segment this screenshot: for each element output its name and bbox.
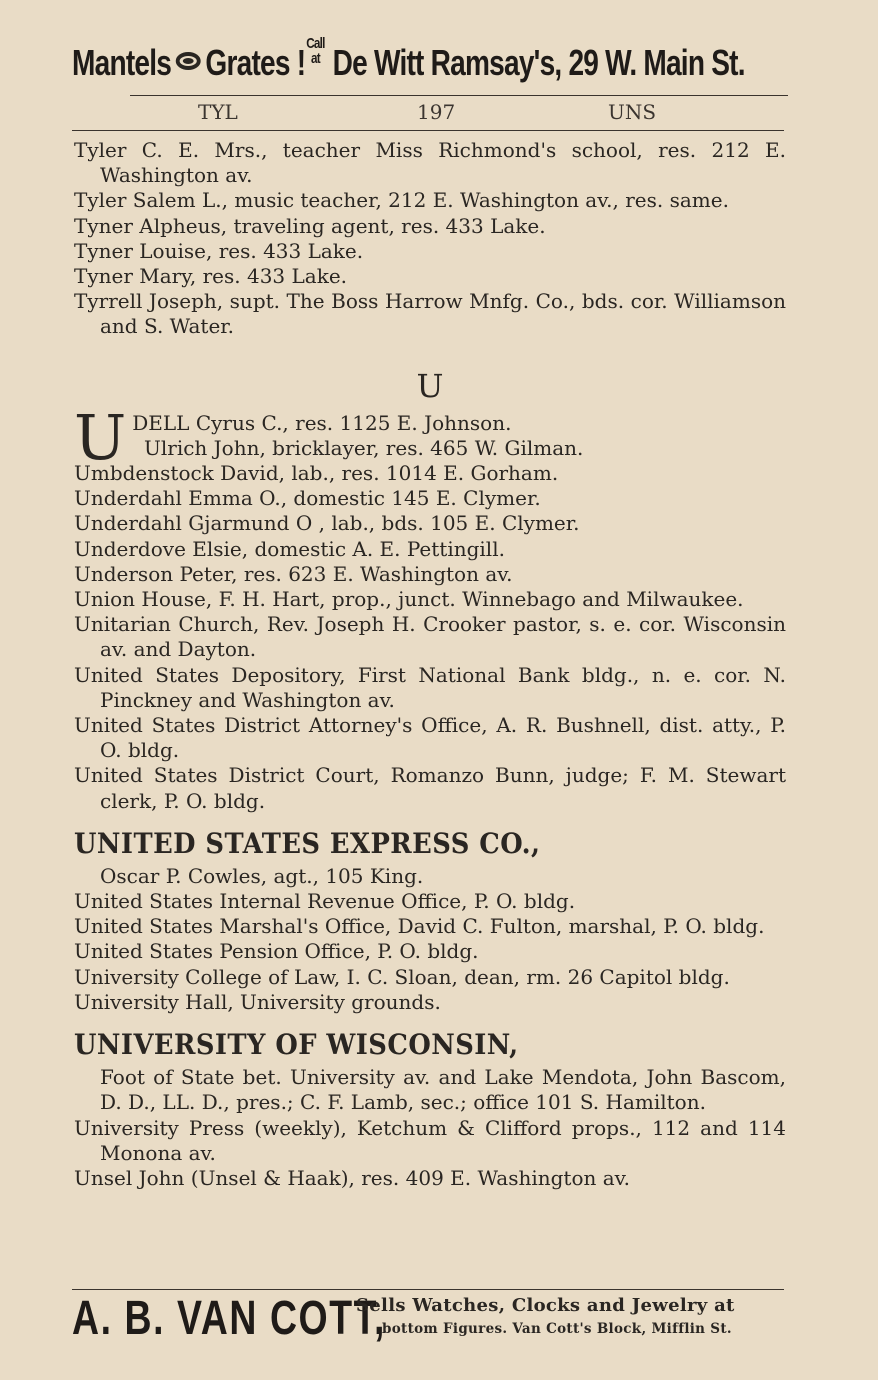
drop-cap: U xyxy=(74,400,127,474)
running-head-rule xyxy=(72,130,784,131)
entry: Tyner Alpheus, traveling agent, res. 433 Lake. xyxy=(74,213,546,238)
section-letter: U xyxy=(416,366,444,405)
header-ad-mantels: Mantels xyxy=(72,42,172,83)
entry: Ulrich John, bricklayer, res. 465 W. Gilman. xyxy=(144,435,584,460)
footer-rule xyxy=(72,1289,784,1290)
header-ad-call-at xyxy=(305,36,325,66)
running-head-right: UNS xyxy=(608,100,657,124)
entry: Unsel John (Unsel & Haak), res. 409 E. Washington av. xyxy=(74,1165,630,1190)
entry: United States District Attorney's Office, A. R. Bushnell, dist. atty., P. O. bldg. xyxy=(74,713,786,763)
entry: United States Marshal's Office, David C. Fulton, marshal, P. O. bldg. xyxy=(74,914,765,939)
header-rule xyxy=(130,95,788,96)
footer-advertisement xyxy=(72,1293,788,1347)
entry: United States Depository, First National Bank bldg., n. e. cor. N. Pinckney and Washington av. xyxy=(74,662,786,712)
footer-ad-line2: bottom Figures. Van Cott's Block, Mifflin St. xyxy=(382,1321,732,1337)
footer-ad-name: A. B. VAN COTT, xyxy=(72,1292,386,1345)
entry: University Hall, University grounds. xyxy=(74,989,441,1014)
entry: Union House, F. H. Hart, prop., junct. Winnebago and Milwaukee. xyxy=(74,587,744,612)
page-number: 197 xyxy=(417,100,456,124)
entry: Underdove Elsie, domestic A. E. Pettingill. xyxy=(74,536,505,561)
entry: Tyner Mary, res. 433 Lake. xyxy=(74,264,348,289)
entry: United States District Court, Romanzo Bunn, judge; F. M. Stewart clerk, P. O. bldg. xyxy=(74,763,786,813)
entry: DELL Cyrus C., res. 1125 E. Johnson. xyxy=(132,410,512,435)
footer-ad-line1: Sells Watches, Clocks and Jewelry at xyxy=(356,1295,735,1316)
entry: Tyler Salem L., music teacher, 212 E. Washington av., res. same. xyxy=(74,188,729,213)
running-head xyxy=(72,100,784,128)
entry: Tyner Louise, res. 433 Lake. xyxy=(74,238,364,263)
entry: Foot of State bet. University av. and Lake Mendota, John Bascom, D. D., LL. D., pres.; C. F. Lamb, sec.; office 101 S. Hamilton. xyxy=(100,1065,786,1115)
entry: University Press (weekly), Ketchum & Clifford props., 112 and 114 Monona av. xyxy=(74,1115,786,1165)
university-heading: UNIVERSITY OF WISCONSIN, xyxy=(74,1028,519,1062)
entry: University College of Law, I. C. Sloan, dean, rm. 26 Capitol bldg. xyxy=(74,964,730,989)
header-ad-at: at xyxy=(311,50,320,67)
entry: Umbdenstock David, lab., res. 1014 E. Gorham. xyxy=(74,461,559,486)
express-heading: UNITED STATES EXPRESS CO., xyxy=(74,826,541,860)
running-head-left: TYL xyxy=(198,100,238,124)
header-ad-address: De Witt Ramsay's, 29 W. Main St. xyxy=(332,42,745,83)
entry: Underdahl Gjarmund O , lab., bds. 105 E. Clymer. xyxy=(74,511,580,536)
entry: Underdahl Emma O., domestic 145 E. Clymer. xyxy=(74,486,541,511)
entry: Unitarian Church, Rev. Joseph H. Crooker pastor, s. e. cor. Wisconsin av. and Dayton. xyxy=(74,612,786,662)
entry: Tyler C. E. Mrs., teacher Miss Richmond's school, res. 212 E. Washington av. xyxy=(74,138,786,188)
entry: United States Internal Revenue Office, P. O. bldg. xyxy=(74,889,576,914)
entry: Underson Peter, res. 623 E. Washington av. xyxy=(74,561,513,586)
header-ad-call: Call xyxy=(306,35,325,52)
entry: United States Pension Office, P. O. bldg. xyxy=(74,939,479,964)
entry: Tyrrell Joseph, supt. The Boss Harrow Mnfg. Co., bds. cor. Williamson and S. Water. xyxy=(74,289,786,339)
header-ad-grates: Grates ! xyxy=(205,42,306,83)
ornament-icon xyxy=(174,39,202,61)
header-advertisement xyxy=(72,35,745,84)
directory-entries xyxy=(74,138,786,1191)
entry: Oscar P. Cowles, agt., 105 King. xyxy=(100,863,424,888)
